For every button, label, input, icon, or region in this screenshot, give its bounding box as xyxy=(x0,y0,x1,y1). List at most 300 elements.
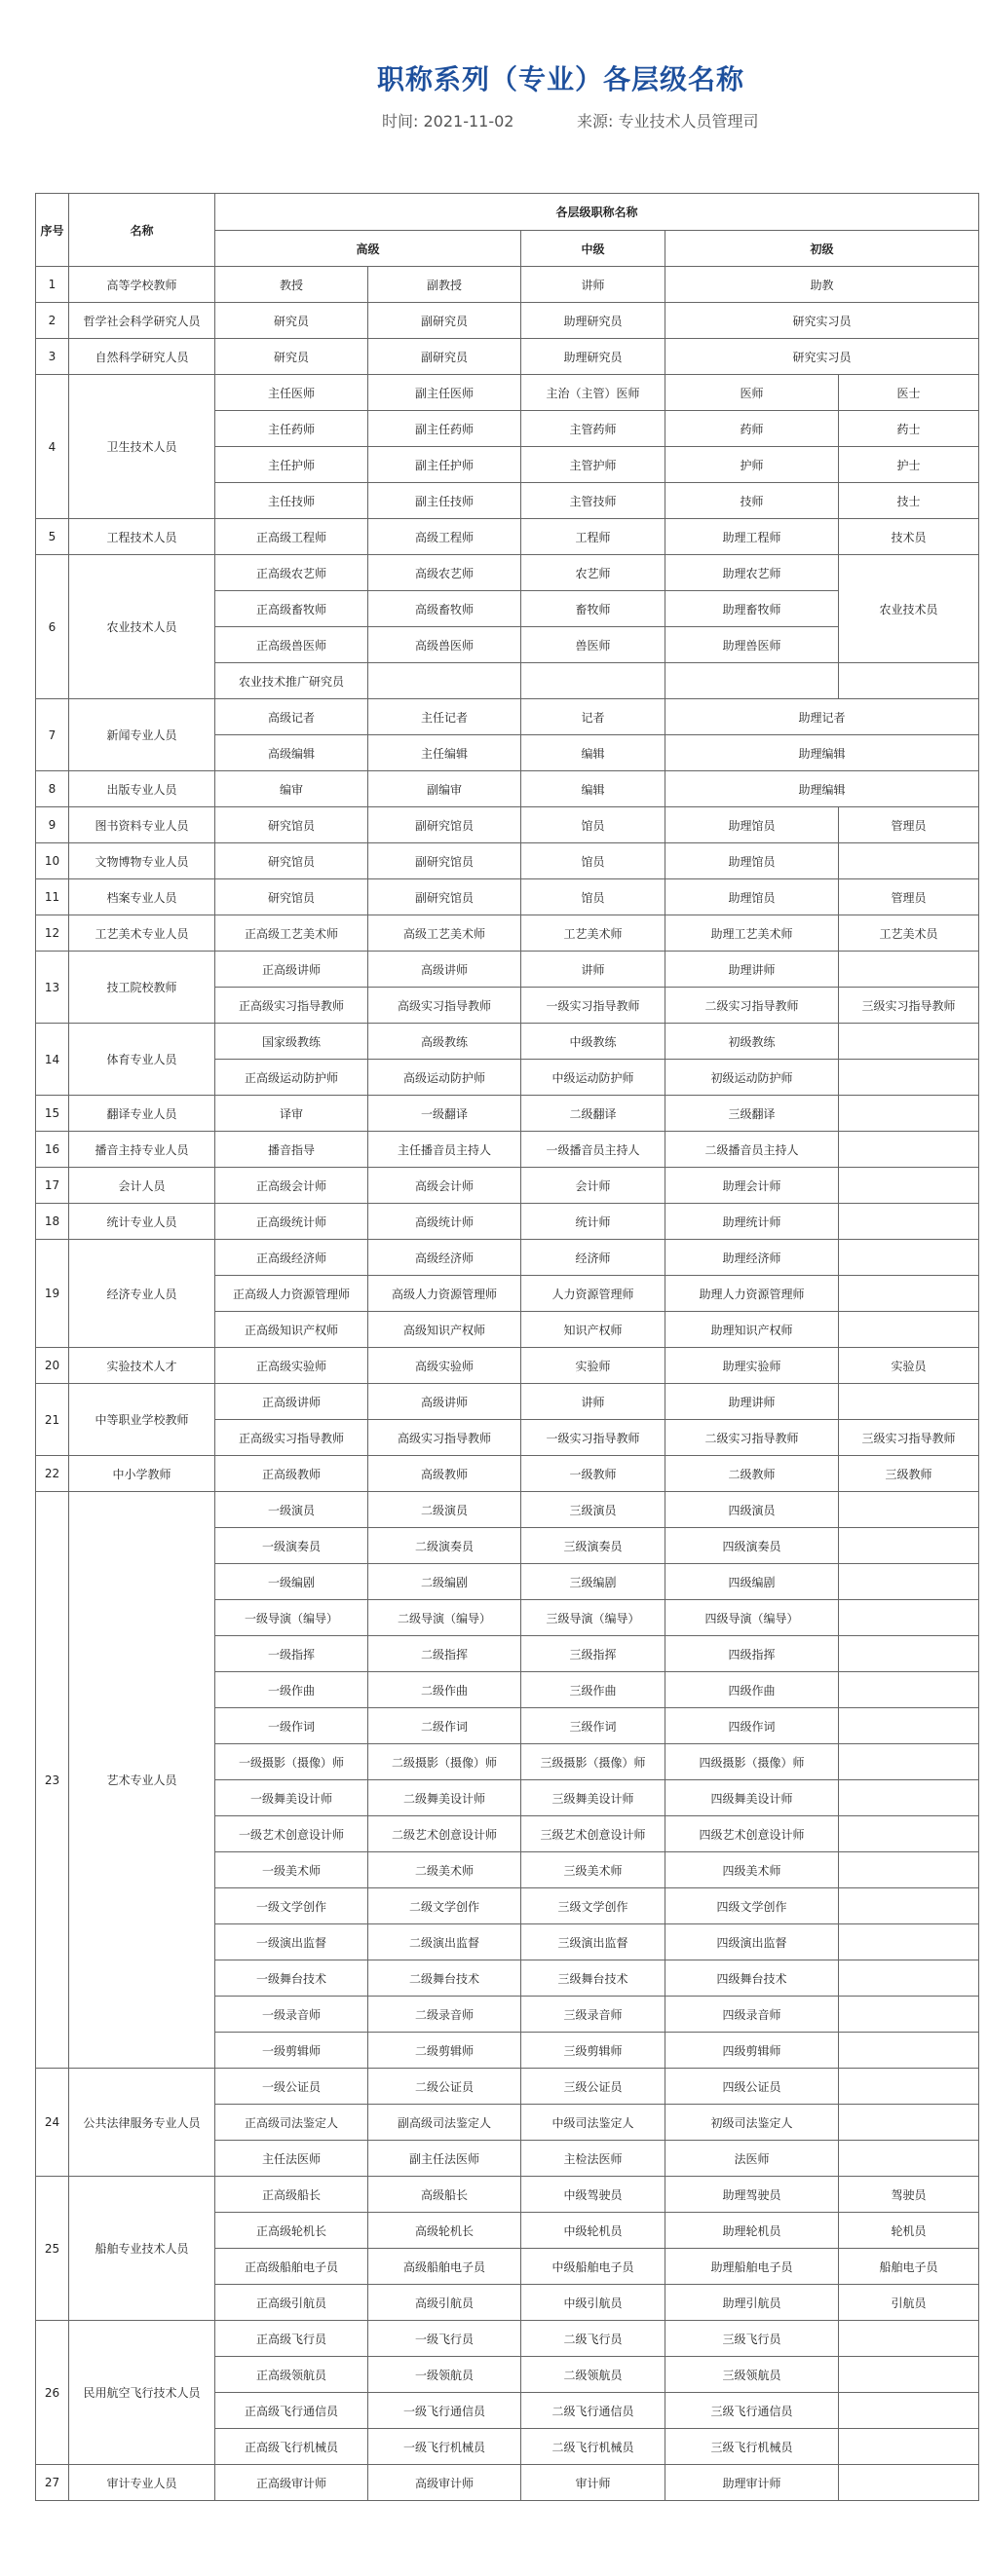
level-cell: 一级指挥 xyxy=(215,1636,368,1672)
level-cell xyxy=(839,843,979,879)
level-cell: 正高级兽医师 xyxy=(215,627,368,663)
level-cell: 兽医师 xyxy=(521,627,665,663)
level-cell: 正高级人力资源管理师 xyxy=(215,1276,368,1312)
level-cell xyxy=(839,1780,979,1816)
level-cell: 正高级飞行通信员 xyxy=(215,2393,368,2429)
level-cell xyxy=(839,1204,979,1240)
header-name: 名称 xyxy=(69,194,215,267)
row-seq: 15 xyxy=(36,1096,69,1132)
row-seq: 2 xyxy=(36,303,69,339)
level-cell: 二级指挥 xyxy=(368,1636,521,1672)
row-seq: 23 xyxy=(36,1492,69,2069)
level-cell: 实验师 xyxy=(521,1348,665,1384)
level-cell: 高级人力资源管理师 xyxy=(368,1276,521,1312)
level-cell: 三级作词 xyxy=(521,1708,665,1744)
level-cell: 初级司法鉴定人 xyxy=(665,2105,839,2141)
level-cell: 主任护师 xyxy=(215,447,368,483)
level-cell: 三级舞美设计师 xyxy=(521,1780,665,1816)
level-cell: 正高级农艺师 xyxy=(215,555,368,591)
table-row xyxy=(36,2321,979,2357)
level-cell: 一级编剧 xyxy=(215,1564,368,1600)
level-cell: 正高级轮机长 xyxy=(215,2213,368,2249)
table-row xyxy=(36,1492,979,1528)
header-levels: 各层级职称名称 xyxy=(215,194,979,231)
level-cell: 正高级领航员 xyxy=(215,2357,368,2393)
row-seq: 4 xyxy=(36,375,69,519)
level-cell: 二级公证员 xyxy=(368,2069,521,2105)
level-cell: 农业技术推广研究员 xyxy=(215,663,368,699)
row-seq: 18 xyxy=(36,1204,69,1240)
level-cell: 助理农艺师 xyxy=(665,555,839,591)
level-cell: 助理编辑 xyxy=(665,735,979,771)
level-cell: 主任法医师 xyxy=(215,2141,368,2177)
level-cell: 高级轮机长 xyxy=(368,2213,521,2249)
level-cell: 讲师 xyxy=(521,952,665,988)
level-cell: 船舶电子员 xyxy=(839,2249,979,2285)
table-row xyxy=(36,303,979,339)
level-cell: 中级运动防护师 xyxy=(521,1060,665,1096)
table-row xyxy=(36,1240,979,1276)
level-cell: 高级船舶电子员 xyxy=(368,2249,521,2285)
level-cell: 助理讲师 xyxy=(665,1384,839,1420)
level-cell: 护士 xyxy=(839,447,979,483)
level-cell: 副研究馆员 xyxy=(368,807,521,843)
level-cell: 四级舞台技术 xyxy=(665,1960,839,1997)
row-category-name: 翻译专业人员 xyxy=(69,1096,215,1132)
level-cell: 会计师 xyxy=(521,1168,665,1204)
row-seq: 14 xyxy=(36,1024,69,1096)
level-cell: 助理馆员 xyxy=(665,843,839,879)
level-cell: 副主任技师 xyxy=(368,483,521,519)
row-category-name: 出版专业人员 xyxy=(69,771,215,807)
level-cell: 研究员 xyxy=(215,339,368,375)
level-cell: 助理船舶电子员 xyxy=(665,2249,839,2285)
level-cell: 记者 xyxy=(521,699,665,735)
row-category-name: 哲学社会科学研究人员 xyxy=(69,303,215,339)
level-cell xyxy=(839,1528,979,1564)
level-cell: 四级指挥 xyxy=(665,1636,839,1672)
table-row xyxy=(36,519,979,555)
table-row xyxy=(36,1384,979,1420)
row-category-name: 民用航空飞行技术人员 xyxy=(69,2321,215,2465)
level-cell xyxy=(839,1852,979,1888)
level-cell: 一级演出监督 xyxy=(215,1924,368,1960)
level-cell: 编辑 xyxy=(521,735,665,771)
level-cell: 三级舞台技术 xyxy=(521,1960,665,1997)
level-cell: 助教 xyxy=(665,267,979,303)
level-cell: 编辑 xyxy=(521,771,665,807)
level-cell: 畜牧师 xyxy=(521,591,665,627)
level-cell: 助理驾驶员 xyxy=(665,2177,839,2213)
title-levels-table xyxy=(35,193,979,2501)
table-row xyxy=(36,2177,979,2213)
level-cell: 一级剪辑师 xyxy=(215,2033,368,2069)
level-cell: 一级美术师 xyxy=(215,1852,368,1888)
row-category-name: 统计专业人员 xyxy=(69,1204,215,1240)
table-row xyxy=(36,1204,979,1240)
row-seq: 7 xyxy=(36,699,69,771)
level-cell xyxy=(839,1060,979,1096)
level-cell: 二级实习指导教师 xyxy=(665,988,839,1024)
row-category-name: 中等职业学校教师 xyxy=(69,1384,215,1456)
level-cell: 助理实验师 xyxy=(665,1348,839,1384)
level-cell: 副主任护师 xyxy=(368,447,521,483)
row-category-name: 技工院校教师 xyxy=(69,952,215,1024)
level-cell: 初级教练 xyxy=(665,1024,839,1060)
level-cell: 高级农艺师 xyxy=(368,555,521,591)
row-category-name: 工艺美术专业人员 xyxy=(69,915,215,952)
level-cell: 讲师 xyxy=(521,1384,665,1420)
level-cell: 助理引航员 xyxy=(665,2285,839,2321)
level-cell: 助理记者 xyxy=(665,699,979,735)
level-cell: 四级作曲 xyxy=(665,1672,839,1708)
table-row xyxy=(36,1132,979,1168)
level-cell: 正高级实习指导教师 xyxy=(215,988,368,1024)
level-cell: 药师 xyxy=(665,411,839,447)
level-cell: 教授 xyxy=(215,267,368,303)
level-cell: 高级记者 xyxy=(215,699,368,735)
level-cell: 二级剪辑师 xyxy=(368,2033,521,2069)
level-cell: 主检法医师 xyxy=(521,2141,665,2177)
level-cell: 三级剪辑师 xyxy=(521,2033,665,2069)
row-category-name: 会计人员 xyxy=(69,1168,215,1204)
level-cell: 二级领航员 xyxy=(521,2357,665,2393)
row-seq: 9 xyxy=(36,807,69,843)
level-cell xyxy=(839,1636,979,1672)
row-category-name: 实验技术人才 xyxy=(69,1348,215,1384)
level-cell xyxy=(839,1564,979,1600)
publish-date: 时间: 2021-11-02 xyxy=(382,112,514,131)
level-cell: 高级船长 xyxy=(368,2177,521,2213)
table-row xyxy=(36,555,979,591)
level-cell: 三级作曲 xyxy=(521,1672,665,1708)
level-cell: 一级艺术创意设计师 xyxy=(215,1816,368,1852)
level-cell: 经济师 xyxy=(521,1240,665,1276)
level-cell: 一级翻译 xyxy=(368,1096,521,1132)
row-seq: 25 xyxy=(36,2177,69,2321)
level-cell: 高级经济师 xyxy=(368,1240,521,1276)
level-cell: 一级实习指导教师 xyxy=(521,1420,665,1456)
level-cell: 高级知识产权师 xyxy=(368,1312,521,1348)
level-cell xyxy=(839,2393,979,2429)
level-cell: 中级司法鉴定人 xyxy=(521,2105,665,2141)
level-cell: 三级编剧 xyxy=(521,1564,665,1600)
header-junior: 初级 xyxy=(665,231,979,267)
level-cell xyxy=(839,2321,979,2357)
level-cell: 助理编辑 xyxy=(665,771,979,807)
level-cell: 助理统计师 xyxy=(665,1204,839,1240)
level-cell: 二级演奏员 xyxy=(368,1528,521,1564)
level-cell xyxy=(839,1960,979,1997)
row-seq: 16 xyxy=(36,1132,69,1168)
level-cell: 副研究员 xyxy=(368,339,521,375)
header-senior: 高级 xyxy=(215,231,521,267)
level-cell: 管理员 xyxy=(839,807,979,843)
level-cell: 技士 xyxy=(839,483,979,519)
level-cell: 研究实习员 xyxy=(665,339,979,375)
level-cell: 助理轮机员 xyxy=(665,2213,839,2249)
row-category-name: 经济专业人员 xyxy=(69,1240,215,1348)
level-cell: 中级驾驶员 xyxy=(521,2177,665,2213)
level-cell: 主管药师 xyxy=(521,411,665,447)
level-cell: 高级会计师 xyxy=(368,1168,521,1204)
level-cell xyxy=(839,2465,979,2501)
level-cell xyxy=(839,1744,979,1780)
row-seq: 10 xyxy=(36,843,69,879)
level-cell: 二级播音员主持人 xyxy=(665,1132,839,1168)
row-category-name: 农业技术人员 xyxy=(69,555,215,699)
row-category-name: 播音主持专业人员 xyxy=(69,1132,215,1168)
header-seq: 序号 xyxy=(36,194,69,267)
level-cell: 二级飞行通信员 xyxy=(521,2393,665,2429)
level-cell: 副研究员 xyxy=(368,303,521,339)
row-seq: 24 xyxy=(36,2069,69,2177)
level-cell: 一级演员 xyxy=(215,1492,368,1528)
level-cell: 助理讲师 xyxy=(665,952,839,988)
level-cell: 助理知识产权师 xyxy=(665,1312,839,1348)
source-label: 来源: 专业技术人员管理司 xyxy=(577,112,759,131)
table-row xyxy=(36,1348,979,1384)
level-cell: 管理员 xyxy=(839,879,979,915)
level-cell: 二级飞行机械员 xyxy=(521,2429,665,2465)
level-cell: 一级公证员 xyxy=(215,2069,368,2105)
level-cell: 正高级船舶电子员 xyxy=(215,2249,368,2285)
row-category-name: 船舶专业技术人员 xyxy=(69,2177,215,2321)
row-category-name: 体育专业人员 xyxy=(69,1024,215,1096)
level-cell: 二级舞台技术 xyxy=(368,1960,521,1997)
level-cell: 一级播音员主持人 xyxy=(521,1132,665,1168)
level-cell: 轮机员 xyxy=(839,2213,979,2249)
level-cell: 高级工程师 xyxy=(368,519,521,555)
level-cell: 四级剪辑师 xyxy=(665,2033,839,2069)
level-cell: 四级录音师 xyxy=(665,1997,839,2033)
table-row xyxy=(36,1168,979,1204)
header-middle: 中级 xyxy=(521,231,665,267)
level-cell: 二级翻译 xyxy=(521,1096,665,1132)
level-cell: 三级演奏员 xyxy=(521,1528,665,1564)
level-cell: 正高级讲师 xyxy=(215,1384,368,1420)
table-row xyxy=(36,1024,979,1060)
level-cell: 护师 xyxy=(665,447,839,483)
level-cell: 主任医师 xyxy=(215,375,368,411)
level-cell: 助理研究员 xyxy=(521,339,665,375)
level-cell: 一级舞美设计师 xyxy=(215,1780,368,1816)
level-cell xyxy=(839,1240,979,1276)
level-cell: 中级轮机员 xyxy=(521,2213,665,2249)
level-cell: 一级领航员 xyxy=(368,2357,521,2393)
level-cell: 副教授 xyxy=(368,267,521,303)
row-seq: 5 xyxy=(36,519,69,555)
level-cell xyxy=(839,1132,979,1168)
level-cell: 主任技师 xyxy=(215,483,368,519)
row-seq: 12 xyxy=(36,915,69,952)
table-body xyxy=(36,267,979,2501)
level-cell: 正高级飞行员 xyxy=(215,2321,368,2357)
row-category-name: 高等学校教师 xyxy=(69,267,215,303)
level-cell: 三级美术师 xyxy=(521,1852,665,1888)
level-cell: 正高级知识产权师 xyxy=(215,1312,368,1348)
level-cell: 主任药师 xyxy=(215,411,368,447)
level-cell: 高级教练 xyxy=(368,1024,521,1060)
level-cell: 一级作曲 xyxy=(215,1672,368,1708)
level-cell: 三级公证员 xyxy=(521,2069,665,2105)
level-cell: 译审 xyxy=(215,1096,368,1132)
level-cell: 法医师 xyxy=(665,2141,839,2177)
level-cell: 播音指导 xyxy=(215,1132,368,1168)
row-category-name: 工程技术人员 xyxy=(69,519,215,555)
level-cell: 四级公证员 xyxy=(665,2069,839,2105)
level-cell: 医师 xyxy=(665,375,839,411)
level-cell: 助理审计师 xyxy=(665,2465,839,2501)
level-cell: 中级船舶电子员 xyxy=(521,2249,665,2285)
table-row xyxy=(36,1096,979,1132)
level-cell: 正高级经济师 xyxy=(215,1240,368,1276)
row-seq: 8 xyxy=(36,771,69,807)
level-cell: 正高级畜牧师 xyxy=(215,591,368,627)
level-cell: 正高级工艺美术师 xyxy=(215,915,368,952)
level-cell xyxy=(839,1997,979,2033)
level-cell xyxy=(665,663,839,699)
level-cell: 四级艺术创意设计师 xyxy=(665,1816,839,1852)
level-cell xyxy=(839,1384,979,1420)
level-cell xyxy=(839,1924,979,1960)
table-row xyxy=(36,843,979,879)
level-cell: 农艺师 xyxy=(521,555,665,591)
level-cell: 副主任法医师 xyxy=(368,2141,521,2177)
level-cell xyxy=(521,663,665,699)
level-cell: 研究馆员 xyxy=(215,843,368,879)
level-cell: 高级讲师 xyxy=(368,1384,521,1420)
table-row xyxy=(36,1456,979,1492)
level-cell: 主任编辑 xyxy=(368,735,521,771)
table-row xyxy=(36,915,979,952)
level-cell: 高级统计师 xyxy=(368,1204,521,1240)
row-seq: 26 xyxy=(36,2321,69,2465)
level-cell: 副主任医师 xyxy=(368,375,521,411)
level-cell: 助理畜牧师 xyxy=(665,591,839,627)
level-cell: 一级飞行员 xyxy=(368,2321,521,2357)
level-cell: 工艺美术员 xyxy=(839,915,979,952)
level-cell: 助理工程师 xyxy=(665,519,839,555)
level-cell: 助理馆员 xyxy=(665,807,839,843)
level-cell: 农业技术员 xyxy=(839,555,979,663)
level-cell xyxy=(839,2141,979,2177)
level-cell: 统计师 xyxy=(521,1204,665,1240)
level-cell: 三级导演（编导） xyxy=(521,1600,665,1636)
level-cell: 高级审计师 xyxy=(368,2465,521,2501)
level-cell: 三级指挥 xyxy=(521,1636,665,1672)
level-cell: 医士 xyxy=(839,375,979,411)
level-cell: 一级舞台技术 xyxy=(215,1960,368,1997)
row-category-name: 档案专业人员 xyxy=(69,879,215,915)
level-cell: 四级演奏员 xyxy=(665,1528,839,1564)
level-cell: 三级飞行机械员 xyxy=(665,2429,839,2465)
level-cell: 三级实习指导教师 xyxy=(839,988,979,1024)
level-cell: 二级美术师 xyxy=(368,1852,521,1888)
level-cell: 正高级实习指导教师 xyxy=(215,1420,368,1456)
table-row xyxy=(36,771,979,807)
level-cell: 正高级讲师 xyxy=(215,952,368,988)
level-cell xyxy=(839,1816,979,1852)
level-cell: 编审 xyxy=(215,771,368,807)
level-cell: 正高级统计师 xyxy=(215,1204,368,1240)
level-cell: 二级文学创作 xyxy=(368,1888,521,1924)
level-cell: 一级作词 xyxy=(215,1708,368,1744)
level-cell: 正高级实验师 xyxy=(215,1348,368,1384)
level-cell xyxy=(839,2033,979,2069)
level-cell: 三级领航员 xyxy=(665,2357,839,2393)
page-title: 职称系列（专业）各层级名称 xyxy=(377,63,745,95)
level-cell: 馆员 xyxy=(521,879,665,915)
level-cell: 二级导演（编导） xyxy=(368,1600,521,1636)
row-seq: 19 xyxy=(36,1240,69,1348)
level-cell: 二级摄影（摄像）师 xyxy=(368,1744,521,1780)
row-category-name: 公共法律服务专业人员 xyxy=(69,2069,215,2177)
level-cell: 高级引航员 xyxy=(368,2285,521,2321)
level-cell: 人力资源管理师 xyxy=(521,1276,665,1312)
level-cell: 高级兽医师 xyxy=(368,627,521,663)
level-cell: 知识产权师 xyxy=(521,1312,665,1348)
row-seq: 6 xyxy=(36,555,69,699)
level-cell xyxy=(839,2429,979,2465)
level-cell: 三级文学创作 xyxy=(521,1888,665,1924)
row-category-name: 艺术专业人员 xyxy=(69,1492,215,2069)
level-cell: 四级舞美设计师 xyxy=(665,1780,839,1816)
level-cell: 三级教师 xyxy=(839,1456,979,1492)
row-category-name: 自然科学研究人员 xyxy=(69,339,215,375)
level-cell: 一级实习指导教师 xyxy=(521,988,665,1024)
row-seq: 17 xyxy=(36,1168,69,1204)
level-cell: 馆员 xyxy=(521,807,665,843)
level-cell xyxy=(839,1672,979,1708)
level-cell: 副主任药师 xyxy=(368,411,521,447)
level-cell: 研究实习员 xyxy=(665,303,979,339)
level-cell xyxy=(839,2069,979,2105)
level-cell: 一级文学创作 xyxy=(215,1888,368,1924)
level-cell: 中级教练 xyxy=(521,1024,665,1060)
level-cell: 主管护师 xyxy=(521,447,665,483)
level-cell: 助理工艺美术师 xyxy=(665,915,839,952)
level-cell: 研究员 xyxy=(215,303,368,339)
level-cell: 三级演员 xyxy=(521,1492,665,1528)
table-row xyxy=(36,699,979,735)
level-cell xyxy=(839,1168,979,1204)
level-cell: 二级录音师 xyxy=(368,1997,521,2033)
level-cell: 高级实习指导教师 xyxy=(368,1420,521,1456)
level-cell: 高级编辑 xyxy=(215,735,368,771)
table-row xyxy=(36,952,979,988)
level-cell: 助理兽医师 xyxy=(665,627,839,663)
level-cell xyxy=(839,1708,979,1744)
level-cell: 高级工艺美术师 xyxy=(368,915,521,952)
level-cell xyxy=(839,1096,979,1132)
level-cell xyxy=(839,952,979,988)
level-cell: 三级飞行员 xyxy=(665,2321,839,2357)
level-cell: 正高级飞行机械员 xyxy=(215,2429,368,2465)
level-cell: 一级演奏员 xyxy=(215,1528,368,1564)
level-cell: 助理馆员 xyxy=(665,879,839,915)
level-cell: 三级飞行通信员 xyxy=(665,2393,839,2429)
level-cell: 一级录音师 xyxy=(215,1997,368,2033)
level-cell: 二级作曲 xyxy=(368,1672,521,1708)
level-cell xyxy=(839,1024,979,1060)
level-cell: 高级实习指导教师 xyxy=(368,988,521,1024)
level-cell: 正高级会计师 xyxy=(215,1168,368,1204)
level-cell: 国家级教练 xyxy=(215,1024,368,1060)
level-cell: 二级舞美设计师 xyxy=(368,1780,521,1816)
level-cell xyxy=(839,1492,979,1528)
level-cell: 正高级教师 xyxy=(215,1456,368,1492)
